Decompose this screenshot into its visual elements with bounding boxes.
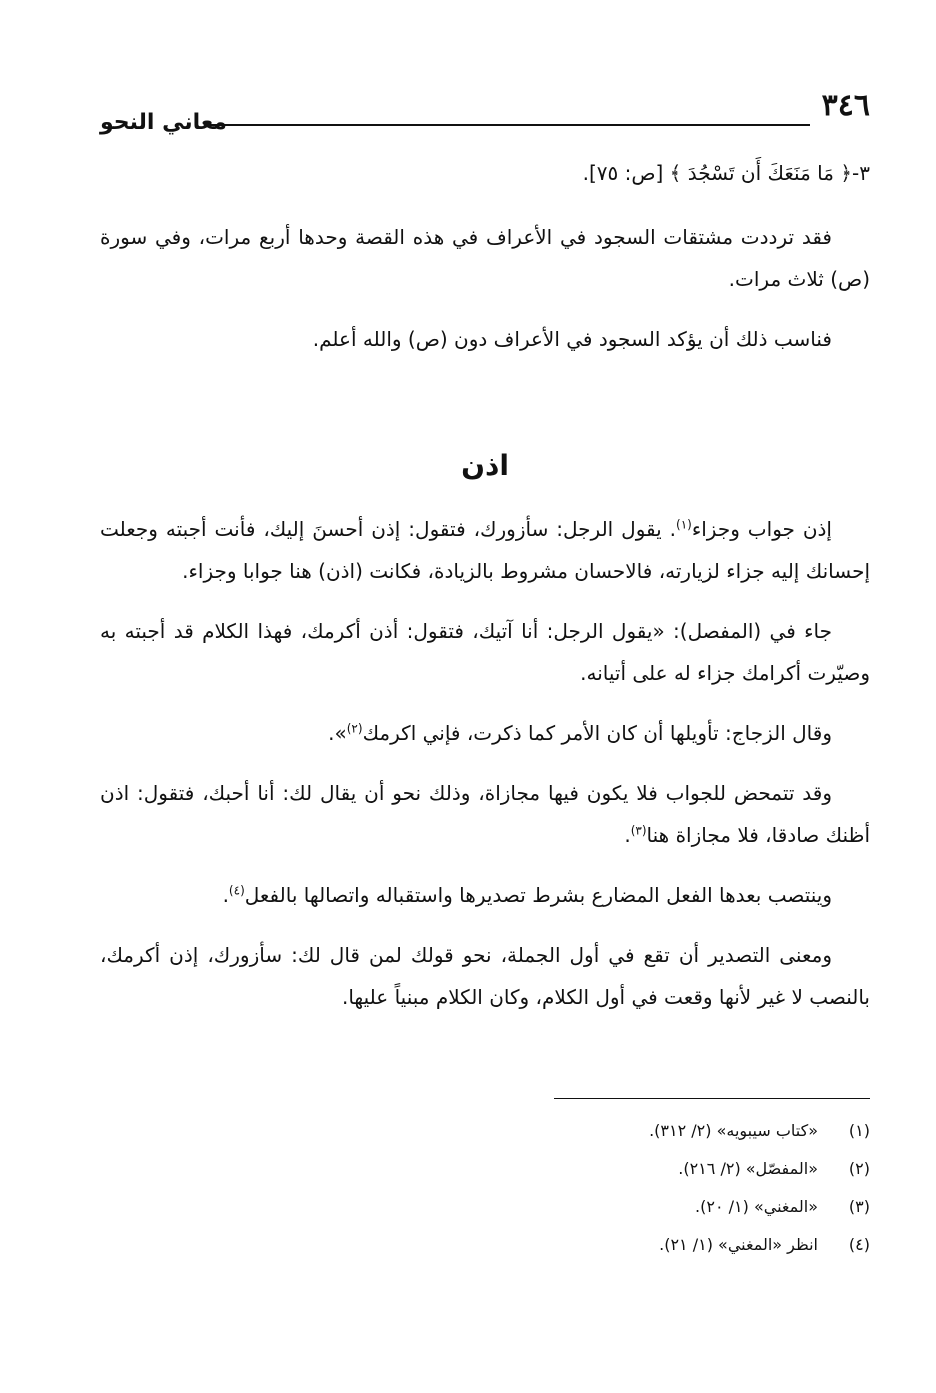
paragraph-6	[100, 772, 870, 856]
footnote-ref-4[interactable]: (٤)	[228, 883, 245, 898]
paragraph-4: جاء في (المفصل): «يقول الرجل: أنا آتيك، فتقول: أذن أكرمك، فهذا الكلام قد أجبته به وصيّرت أكرامك جزاء له على أتيانه.	[100, 619, 870, 685]
paragraph-3	[100, 508, 870, 592]
footnote-text: «المغني» (١/ ٢٠).	[695, 1197, 818, 1216]
quran-verse-line: ٣-﴿ مَا مَنَعَكَ أَن تَسْجُدَ ﴾ [ص: ٧٥].	[582, 161, 870, 185]
paragraph-7-part-b: .	[222, 883, 229, 907]
footnote-text: «المفصّل» (٢/ ٢١٦).	[678, 1159, 818, 1178]
page-header	[100, 88, 870, 135]
footnote-rule	[554, 1098, 870, 1099]
paragraph-5-part-b: ».	[328, 721, 347, 745]
paragraph-2: فناسب ذلك أن يؤكد السجود في الأعراف دون (ص) والله أعلم.	[312, 327, 832, 351]
paragraph-7-part-a: وينتصب بعدها الفعل المضارع بشرط تصديرها واستقباله واتصالها بالفعل	[244, 883, 832, 907]
footnote-4	[370, 1226, 870, 1264]
footnote-ref-2[interactable]: (٢)	[346, 721, 363, 736]
footnote-2	[370, 1150, 870, 1188]
running-title: معاني النحو	[100, 110, 227, 135]
header-rule	[208, 124, 810, 126]
footnote-ref-1[interactable]: (١)	[676, 517, 692, 532]
footnote-text: «كتاب سيبويه» (٢/ ٣١٢).	[649, 1121, 818, 1140]
paragraph-7	[100, 874, 870, 916]
paragraph-3-part-a: إذن جواب وجزاء	[691, 517, 832, 541]
paragraph-6-part-b: .	[624, 823, 631, 847]
footnote-number: (٤)	[848, 1235, 870, 1254]
footnote-number: (٣)	[848, 1197, 870, 1216]
footnote-text: انظر «المغني» (١/ ٢١).	[659, 1235, 818, 1254]
paragraph-6-part-a: وقد تتمحض للجواب فلا يكون فيها مجازاة، وذلك نحو أن يقال لك: أنا أحبك، فتقول: اذن أظنك صادقا، فلا مجازاة هنا	[100, 781, 870, 847]
footnote-number: (١)	[848, 1121, 870, 1140]
section-title: اذن	[461, 449, 509, 482]
paragraph-5	[100, 712, 870, 754]
footnote-number: (٢)	[848, 1159, 870, 1178]
paragraph-5-part-a: وقال الزجاج: تأويلها أن كان الأمر كما ذكرت، فإني اكرمك	[362, 721, 832, 745]
footnote-ref-3[interactable]: (٣)	[630, 823, 647, 838]
paragraph-1: فقد ترددت مشتقات السجود في الأعراف في هذه القصة وحدها أربع مرات، وفي سورة (ص) ثلاث مرات.	[100, 225, 870, 291]
paragraph-3-part-b: . يقول الرجل: سأزورك، فتقول: إذن أحسنَ إليك، فأنت أجبته وجعلت إحسانك إليه جزاء لزيارته، فالاحسان مشروط بالزيادة، فكانت (اذن) هنا جوابا وجزاء.	[100, 517, 870, 583]
footnotes	[370, 1112, 870, 1264]
footnote-1	[370, 1112, 870, 1150]
page-number: ٣٤٦	[821, 88, 870, 123]
footnote-3	[370, 1188, 870, 1226]
main-text	[100, 152, 870, 1036]
paragraph-8: ومعنى التصدير أن تقع في أول الجملة، نحو قولك لمن قال لك: سأزورك، إذن أكرمك، بالنصب لا غير لأنها وقعت في أول الكلام، وكان الكلام مبنياً عليها.	[100, 943, 870, 1009]
